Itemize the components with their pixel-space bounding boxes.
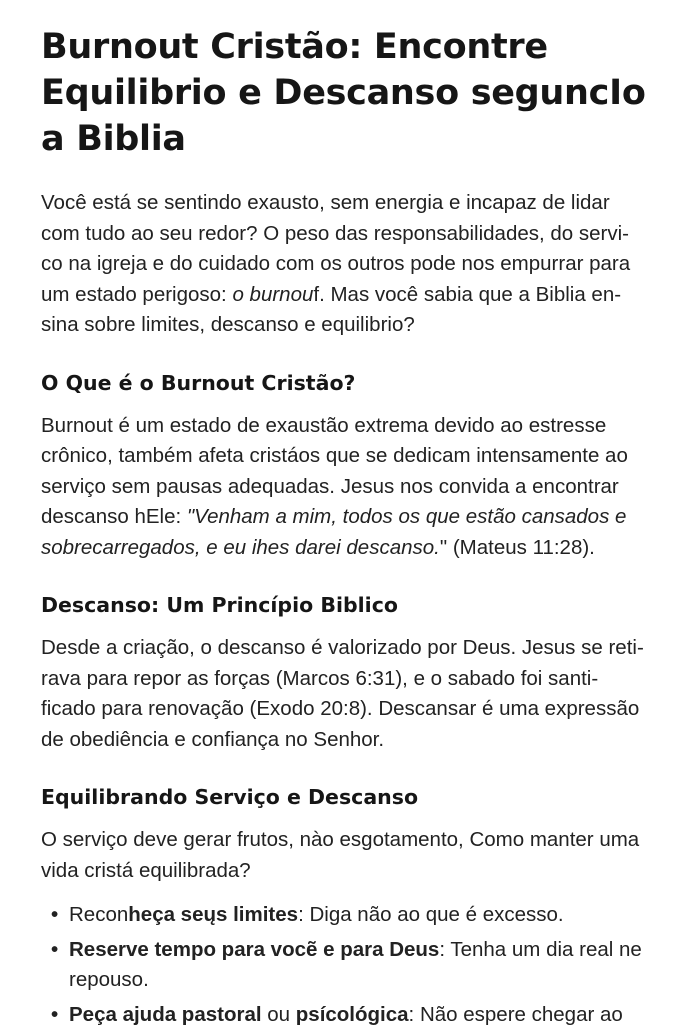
section1-text-before: Burnout é um estado de exaustão extrema devido ao estresse crônico, também afeta cristáos que se dedicam intensamente ao serviço sem pausas adequadas. Jesus nos convida a encontrar descanso hEle: xyxy=(41,414,628,529)
section1-text-after: " (Mateus 11:28). xyxy=(440,536,595,559)
bullet-icon: • xyxy=(51,1000,58,1030)
intro-paragraph xyxy=(41,188,649,341)
list-item-text: Recon xyxy=(69,903,128,926)
bible-quote: "Venham a mim, todos os que estão cansados e sobrecarregados, e eu ihes darei descanso. xyxy=(41,505,626,559)
list-item-text: : Tenha um dia real ne repouso. xyxy=(69,938,642,992)
intro-text-before: Você está se sentindo exausto, sem energia e incapaz de lidar com tudo ao seu redor? O peso das responsabilidades, do servi-co na igreja e do cuidado com os outros pode nos empurrar para um estado perigoso: xyxy=(41,191,630,306)
section-paragraph-what-is-burnout xyxy=(41,411,649,564)
list-item xyxy=(41,1000,649,1030)
tips-list xyxy=(41,900,649,1030)
section-paragraph-rest-principle: Desde a criação, o descanso é valorizado por Deus. Jesus se reti-rava para repor as forças (Marcos 6:31), e o sabado foi santi-ficado para renovação (Exodo 20:8). Descansar é uma expressão de obediência e confiança no Senhor. xyxy=(41,633,649,755)
list-item-text: ou xyxy=(262,1003,296,1026)
list-item-bold: psícológica xyxy=(296,1003,409,1026)
bullet-icon: • xyxy=(51,935,58,966)
section-heading-what-is-burnout: O Que é o Burnout Cristão? xyxy=(41,369,649,397)
section-heading-rest-principle: Descanso: Um Princípio Biblico xyxy=(41,591,649,619)
list-item-bold: Peça ajuda pastoral xyxy=(69,1003,262,1026)
list-item xyxy=(41,900,649,931)
page-title: Burnout Cristão: Encontre Equilibrio e Descanso seguncIo a Biblia xyxy=(41,24,649,162)
list-item xyxy=(41,935,649,996)
list-item-text: : Diga não ao que é excesso. xyxy=(298,903,564,926)
list-item-bold: heça seųs limites xyxy=(128,903,298,926)
section-paragraph-balance: O serviço deve gerar frutos, nào esgotamento, Como manter uma vida cristá equilibrada? xyxy=(41,825,649,886)
intro-emphasis: o burnou xyxy=(232,283,313,306)
bullet-icon: • xyxy=(51,900,58,931)
list-item-bold: Reserve tempo para vocẽ e para Deus xyxy=(69,938,439,961)
intro-text-after: f. Mas você sabia que a Biblia en-sina sobre limites, descanso e equilibrio? xyxy=(41,283,621,337)
list-item-text: : Não espere chegar ao xyxy=(409,1003,623,1026)
section-heading-balance: Equilibrando Serviço e Descanso xyxy=(41,783,649,811)
